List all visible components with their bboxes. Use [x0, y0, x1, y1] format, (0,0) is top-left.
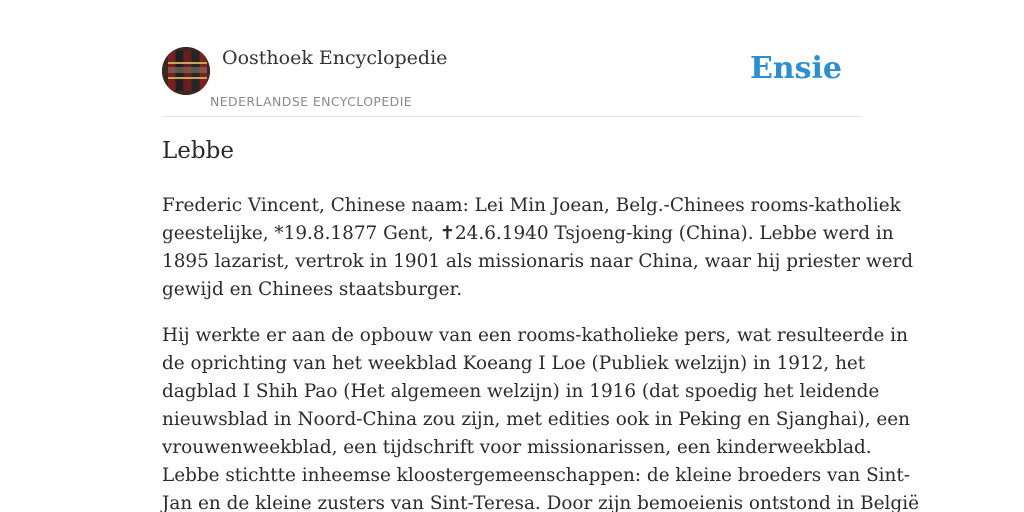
- article-paragraph: [162, 322, 919, 512]
- site-subtitle: NEDERLANDSE ENCYCLOPEDIE: [210, 94, 413, 109]
- article-paragraph: [162, 192, 914, 304]
- paragraph-line: Hij werkte er aan de opbouw van een rooms-katholieke pers, wat resulteerde in: [162, 325, 908, 346]
- paragraph-line: Lebbe stichtte inheemse kloostergemeenschappen: de kleine broeders van Sint-: [162, 465, 911, 486]
- site-title-link[interactable]: Oosthoek Encyclopedie: [222, 47, 448, 69]
- paragraph-line: de oprichting van het weekblad Koeang I Loe (Publiek welzijn) in 1912, het: [162, 353, 866, 374]
- paragraph-line: Frederic Vincent, Chinese naam: Lei Min Joean, Belg.-Chinees rooms-katholiek: [162, 195, 901, 216]
- site-header: [162, 46, 862, 117]
- paragraph-line: vrouwenweekblad, een tijdschrift voor missionarissen, een kinderweekblad.: [162, 437, 872, 458]
- article-body: [162, 192, 919, 512]
- paragraph-line: nieuwsblad in Noord-China zou zijn, met edities ook in Peking en Sjanghai), een: [162, 409, 910, 430]
- paragraph-line: dagblad I Shih Pao (Het algemeen welzijn) in 1916 (dat spoedig het leidende: [162, 381, 880, 402]
- paragraph-line: geestelijke, *19.8.1877 Gent, ✝24.6.1940 Tsjoeng-king (China). Lebbe werd in: [162, 223, 894, 244]
- article-title: Lebbe: [162, 138, 234, 164]
- book-spines-icon[interactable]: [162, 47, 210, 95]
- ensie-logo-link[interactable]: Ensie: [749, 51, 842, 86]
- paragraph-line: gewijd en Chinees staatsburger.: [162, 279, 463, 300]
- paragraph-line: Jan en de kleine zusters van Sint-Teresa. Door zijn bemoeienis ontstond in België: [162, 493, 919, 512]
- paragraph-line: 1895 lazarist, vertrok in 1901 als missionaris naar China, waar hij priester werd: [162, 251, 914, 272]
